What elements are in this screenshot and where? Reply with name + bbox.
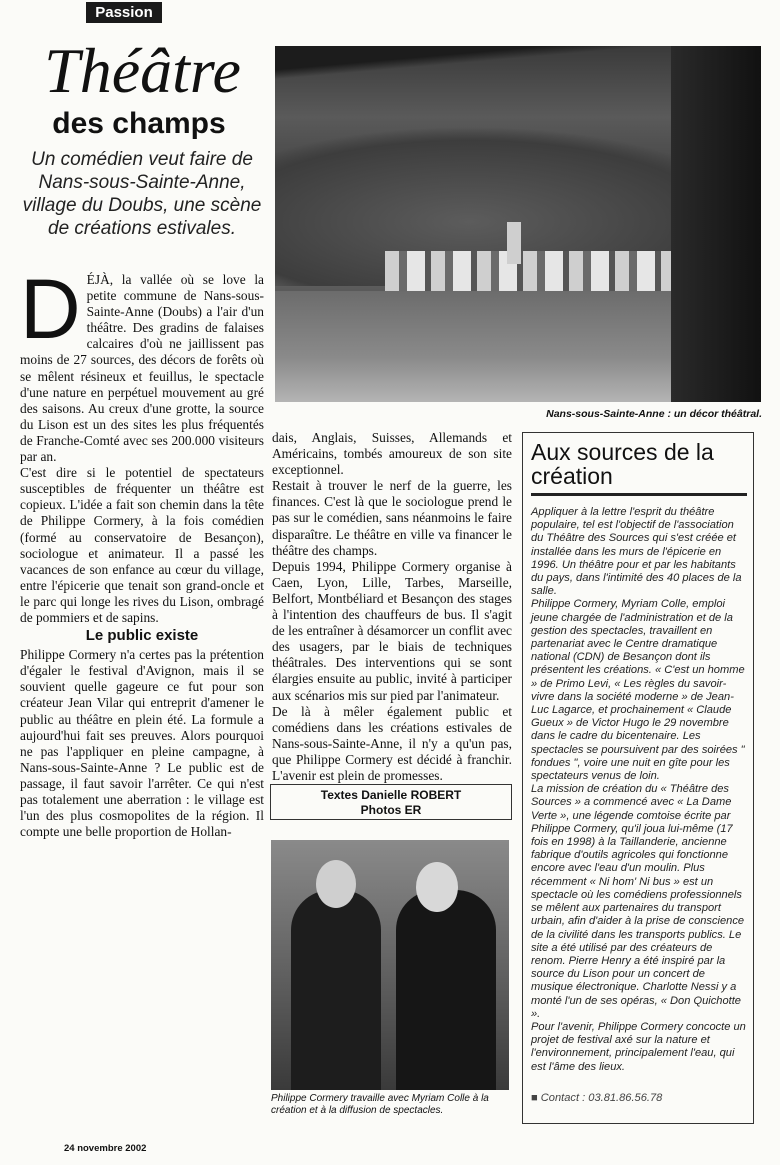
village-houses <box>385 251 685 291</box>
contact-line <box>531 1092 747 1104</box>
paragraph: Philippe Cormery, Myriam Colle, emploi jeune chargée de l'administration et de la gestion des spectacles, travaillent en partenariat avec le Centre dramatique national (CDN) de Besançon dont ils présentent les créations. « C'est un homme » de Primo Levi, « Les règles du savoir-vivre dans la société moderne » de Jean-Luc Lagarce, et prochainement « Claude Gueux » de Victor Hugo le 29 novembre dans le cadre du bicentenaire. Les spectacles se poursuivent par des soirées " fondues ", voire une nuit en gîte pour les spectateurs venus de loin. <box>531 598 745 783</box>
paragraph: La mission de création du « Théâtre des Sources » a commencé avec « La Dame Verte », une légende comtoise écrite par Philippe Cormery, qu'il joua lui-même (17 fois en 1998) à la Taillanderie, ancienne fabrique d'outils agricoles qui fonctionne encore avec l'eau d'un moulin. Plus récemment « Ni hom' Ni bus » est un spectacle où les comédiens professionnels se mêlent aux partenaires du transport urbain, afin d'aider à la prise de conscience de la civilité dans les transports publics. Le site a été utilisé par des créateurs de renom. Pierre Henry a été inspiré par la source du Lison pour un concert de musique électronique. Charlotte Nessi y a monté l'un de ses opéras, « Don Quichotte ». <box>531 783 745 1020</box>
photo-caption: Nans-sous-Sainte-Anne : un décor théâtral. <box>546 408 762 420</box>
paragraph: Depuis 1994, Philippe Cormery organise à Caen, Lyon, Lille, Tarbes, Marseille, Belfort, Montbéliard et Besançon des stages à l'intention des chauffeurs de bus. Il s'agit de les entraîner à désamorcer un conflit avec des usagers, par le biais de techniques théâtrales. Des interventions qui se sont élargies ensuite au public, invité à participer aux scénarios mis sur pied par l'animateur. <box>272 558 512 703</box>
church-tower <box>507 222 521 264</box>
column-2 <box>272 430 512 784</box>
paragraph: Restait à trouver le nerf de la guerre, les finances. C'est là que le sociologue prend le pas sur le comédien, sans néanmoins le faire disparaître. Le théâtre en ville va financer le théâtre des champs. <box>272 478 512 558</box>
article-title-sub: des champs <box>52 107 226 140</box>
column-1 <box>20 262 264 840</box>
bullet-icon: ■ <box>531 1092 541 1104</box>
meadow-shape <box>275 291 675 402</box>
tree-trunk <box>671 46 761 402</box>
sidebar-text <box>531 506 747 1074</box>
woman-head <box>416 862 458 912</box>
credits-photo: Photos ER <box>360 803 422 817</box>
paragraph: dais, Anglais, Suisses, Allemands et Américains, tombés amoureux de son site exceptionnel. <box>272 430 512 478</box>
paragraph: Philippe Cormery n'a certes pas la prétention d'égaler le festival d'Avignon, mais il se souvient quelle gageure ce fut pour son créateur Jean Vilar qui entreprit d'amener le public au théâtre en plein été. La formule a aujourd'hui fait ses preuves. Alors pourquoi ne pas l'appliquer en pleine campagne, à Nans-sous-Sainte-Anne ? Le public est de passage, il faut savoir l'arrêter. Ce qui n'est pas totalement une aberration : le village est l'un des plus cosmopolites de la région. Il compte une belle proportion de Hollan- <box>20 647 264 840</box>
section-tag: Passion <box>86 2 162 23</box>
portrait-photo <box>271 840 509 1090</box>
paragraph: Appliquer à la lettre l'esprit du théâtre populaire, tel est l'objectif de l'association du Théâtre des Sources qui s'est créée et installée dans les murs de l'épicerie en 1996. Un théâtre pour et par les habitants du pays, dans l'intimité des 40 places de la salle. <box>531 506 742 598</box>
photo-caption: Philippe Cormery travaille avec Myriam Colle à la création et à la diffusion de spectacles. <box>271 1093 489 1116</box>
subhead: Le public existe <box>85 627 199 645</box>
paragraph: C'est dire si le potentiel de spectateurs susceptibles de fréquenter un théâtre est copieux. L'idée a fait son chemin dans la tête de Philippe Cormery, à la fois comédien (formé au conservatoire de Besançon), sociologue et animateur. Il a passé les vacances de son enfance au cœur du village, entre l'épicerie que tenait son grand-oncle et le parc qui longe les rives du Lison, ombragé de pommiers et de sapins. <box>20 465 264 625</box>
village-photo <box>275 46 761 402</box>
credits-text: Textes Danielle ROBERT <box>320 788 462 802</box>
footer-date: 24 novembre 2002 <box>64 1143 147 1154</box>
article-deck: Un comédien veut faire de Nans-sous-Sainte-Anne, village du Doubs, une scène de créations estivales. <box>22 149 262 239</box>
sidebar-rule <box>531 493 747 496</box>
woman-figure <box>396 890 496 1090</box>
man-head <box>316 860 356 908</box>
article-title: Théâtre <box>44 35 241 106</box>
paragraph: De là à mêler également public et comédiens dans les créations estivales de Nans-sous-Sainte-Anne, il n'y a qu'un pas, que Philippe Cormery est décidé à franchir. L'avenir est plein de promesses. <box>272 703 512 783</box>
man-figure <box>291 890 381 1090</box>
sidebar-title: Aux sources de la création <box>531 439 714 489</box>
contact-text: Contact : 03.81.86.56.78 <box>540 1092 663 1104</box>
credits-box <box>270 784 512 820</box>
paragraph: ÉJÀ, la vallée où se love la petite commune de Nans-sous-Sainte-Anne (Doubs) a l'air d'un théâtre. Des gradins de falaises calcaires d'où ne jaillissent pas moins de 27 sources, des décors de forêts où se mêlent résineux et feuillus, le spectacle d'une nature en perpétuel mouvement au gré des saisons. Au creux d'une grotte, la source du Lison est un des sites les plus fréquentés de Franche-Comté avec ses 200.000 visiteurs par an. <box>20 272 264 465</box>
tree-branch <box>275 46 675 106</box>
paragraph: Pour l'avenir, Philippe Cormery concocte un projet de festival axé sur la nature et l'environnement, principalement l'eau, qui est l'âme des lieux. <box>531 1020 746 1073</box>
drop-cap: D <box>20 262 81 356</box>
